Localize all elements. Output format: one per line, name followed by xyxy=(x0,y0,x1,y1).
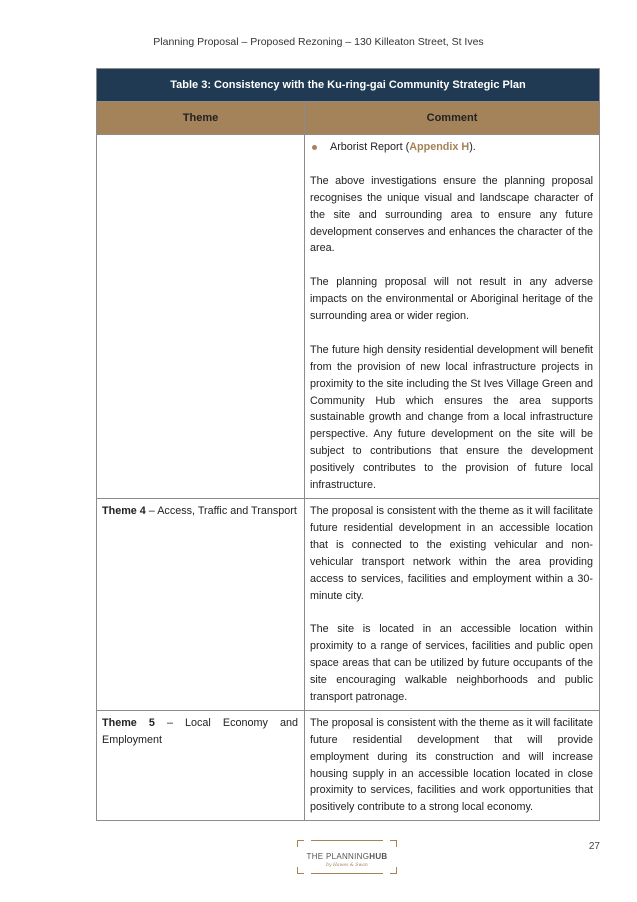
column-header-comment: Comment xyxy=(305,102,600,135)
comment-paragraph: The above investigations ensure the planning proposal recognises the unique visual and landscape character of the site and surrounding area to ensure any future development conserves and enhances the character of the area. xyxy=(310,174,594,255)
logo-corner xyxy=(390,840,397,847)
logo-text-bold: HUB xyxy=(369,852,388,861)
appendix-h-reference: Appendix H xyxy=(409,141,470,153)
logo-wordmark xyxy=(297,852,397,861)
table-title-row xyxy=(97,69,600,102)
comment-paragraph: The site is located in an accessible location within proximity to a range of services, facilities and public open space areas that can be utilized by future occupants of the site encouraging walkable neighborhoods and public transport patronage. xyxy=(310,623,594,703)
consistency-table xyxy=(96,68,600,821)
theme-label: Theme 5 xyxy=(102,716,155,729)
planning-hub-logo xyxy=(297,840,397,874)
table-row xyxy=(97,710,600,820)
theme-name: – Local Economy and Employment xyxy=(102,716,298,746)
table-header-row xyxy=(97,102,600,135)
logo-corner xyxy=(297,867,304,874)
theme-cell xyxy=(97,135,305,499)
logo-corner xyxy=(297,840,304,847)
list-item xyxy=(310,139,593,156)
logo-subtitle: by Hawes & Swan xyxy=(326,863,368,868)
comment-paragraph: The proposal is consistent with the theme as it will facilitate future residential development that will provide employment during its construction and will increase housing supply in an accessible location located in close proximity to services, facilities and work opportunities that positively contribute to a strong local economy. xyxy=(310,716,594,814)
table-title: Table 3: Consistency with the Ku-ring-gai Community Strategic Plan xyxy=(97,69,600,102)
comment-cell xyxy=(305,135,600,499)
theme-cell xyxy=(97,710,305,820)
comment-cell xyxy=(305,498,600,710)
column-header-theme: Theme xyxy=(97,102,305,135)
running-header: Planning Proposal – Proposed Rezoning – 130 Killeaton Street, St Ives xyxy=(153,36,484,48)
bullet-icon xyxy=(312,145,317,150)
logo-rule xyxy=(311,840,383,841)
comment-cell xyxy=(305,710,600,820)
theme-name: – Access, Traffic and Transport xyxy=(145,504,297,517)
table-row xyxy=(97,498,600,710)
comment-paragraph: The proposal is consistent with the theme as it will facilitate future residential development in an accessible location that is connected to the existing vehicular and non-vehicular transport network within the area providing access to services, facilities and employment within a 30-minute city. xyxy=(310,504,594,602)
bullet-text-prefix: Arborist Report ( xyxy=(330,141,410,153)
bullet-text-suffix: ). xyxy=(469,141,476,153)
comment-paragraph: The planning proposal will not result in any adverse impacts on the environmental or Aboriginal heritage of the surrounding area or wider region. xyxy=(310,276,594,323)
bullet-list xyxy=(310,139,593,156)
logo-text-regular: THE PLANNING xyxy=(306,852,370,861)
logo-corner xyxy=(390,867,397,874)
comment-paragraph: The future high density residential development will benefit from the provision of new local infrastructure projects in proximity to the site including the St Ives Village Green and Community Hub which ensures the area supports sustainable growth and change from a local infrastructure perspective. Any future development on the site will be subject to contributions that ensure the development positively contributes to the provision of future local infrastructure. xyxy=(310,343,594,492)
table-row xyxy=(97,135,600,499)
page-number: 27 xyxy=(588,841,600,852)
theme-cell xyxy=(97,498,305,710)
logo-rule xyxy=(311,873,383,874)
theme-label: Theme 4 xyxy=(102,504,146,517)
